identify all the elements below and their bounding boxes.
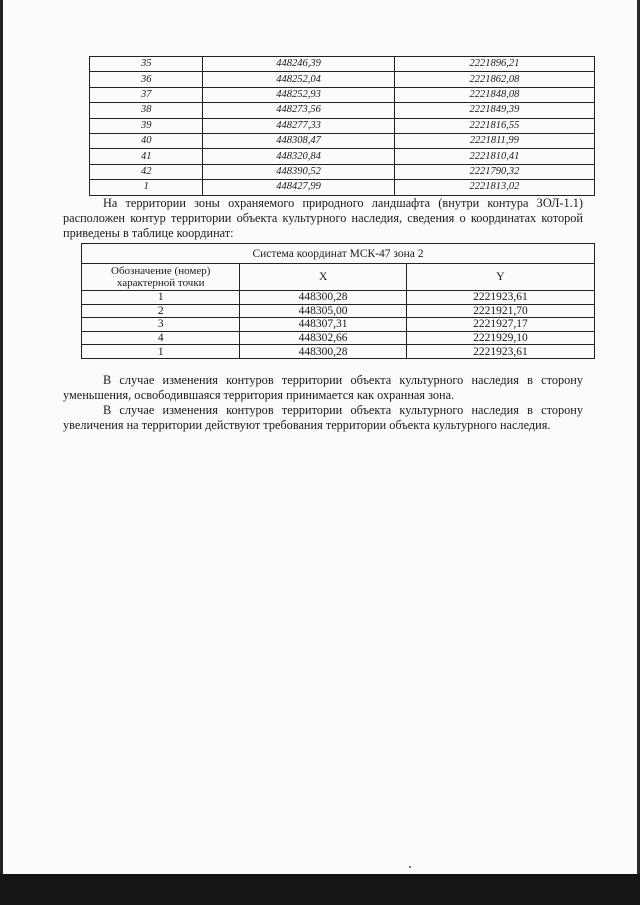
table-row bbox=[90, 87, 595, 102]
point-number: 36 bbox=[90, 72, 203, 87]
table-row bbox=[90, 57, 595, 72]
paragraph-increase: В случае изменения контуров территории объекта культурного наследия в сторону увеличения на территории действуют требования территории объекта культурного наследия. bbox=[63, 403, 583, 432]
column-header-point-label: Обозначение (номер) характерной точки bbox=[82, 264, 240, 291]
y-value: 2221813,02 bbox=[394, 180, 594, 195]
x-value: 448320,84 bbox=[203, 149, 394, 164]
point-number: 2 bbox=[82, 304, 240, 318]
y-value: 2221790,32 bbox=[394, 164, 594, 179]
table-row bbox=[82, 331, 595, 345]
y-value: 2221811,99 bbox=[394, 133, 594, 148]
coordinate-system-table bbox=[81, 243, 595, 359]
table-row bbox=[82, 345, 595, 359]
continued-coordinates-table bbox=[89, 56, 595, 196]
x-value: 448300,28 bbox=[240, 291, 406, 305]
x-value: 448273,56 bbox=[203, 103, 394, 118]
point-number: 37 bbox=[90, 87, 203, 102]
point-number: 38 bbox=[90, 103, 203, 118]
x-value: 448277,33 bbox=[203, 118, 394, 133]
point-number: 40 bbox=[90, 133, 203, 148]
x-value: 448308,47 bbox=[203, 133, 394, 148]
point-number: 4 bbox=[82, 331, 240, 345]
intro-paragraph-block bbox=[63, 196, 583, 241]
table-row bbox=[82, 291, 595, 305]
point-number: 1 bbox=[82, 291, 240, 305]
scan-speck bbox=[409, 866, 411, 868]
y-value: 2221810,41 bbox=[394, 149, 594, 164]
table-row bbox=[90, 180, 595, 195]
paragraph-decrease: В случае изменения контуров территории объекта культурного наследия в сторону уменьшения, освободившаяся территория принимается как охранная зона. bbox=[63, 373, 583, 402]
y-value: 2221849,39 bbox=[394, 103, 594, 118]
table-row bbox=[90, 133, 595, 148]
x-value: 448252,04 bbox=[203, 72, 394, 87]
table-row bbox=[90, 72, 595, 87]
point-number: 42 bbox=[90, 164, 203, 179]
y-value: 2221896,21 bbox=[394, 57, 594, 72]
y-value: 2221816,55 bbox=[394, 118, 594, 133]
y-value: 2221923,61 bbox=[406, 345, 594, 359]
column-header-y: Y bbox=[406, 264, 594, 291]
table-row bbox=[82, 304, 595, 318]
x-value: 448427,99 bbox=[203, 180, 394, 195]
table-row bbox=[82, 318, 595, 332]
y-value: 2221927,17 bbox=[406, 318, 594, 332]
x-value: 448307,31 bbox=[240, 318, 406, 332]
x-value: 448252,93 bbox=[203, 87, 394, 102]
x-value: 448302,66 bbox=[240, 331, 406, 345]
x-value: 448246,39 bbox=[203, 57, 394, 72]
y-value: 2221848,08 bbox=[394, 87, 594, 102]
point-number: 35 bbox=[90, 57, 203, 72]
table-row bbox=[90, 149, 595, 164]
y-value: 2221921,70 bbox=[406, 304, 594, 318]
x-value: 448300,28 bbox=[240, 345, 406, 359]
table-row bbox=[90, 118, 595, 133]
column-header-x: X bbox=[240, 264, 406, 291]
point-number: 1 bbox=[90, 180, 203, 195]
intro-paragraph: На территории зоны охраняемого природного ландшафта (внутри контура ЗОЛ-1.1) расположен контур территории объекта культурного наследия, сведения о координатах которой приведены в таблице координат: bbox=[63, 196, 583, 240]
y-value: 2221862,08 bbox=[394, 72, 594, 87]
table-caption: Система координат МСК-47 зона 2 bbox=[82, 244, 595, 264]
closing-paragraphs bbox=[63, 373, 583, 433]
scan-bottom-band bbox=[0, 874, 640, 905]
point-number: 3 bbox=[82, 318, 240, 332]
point-number: 41 bbox=[90, 149, 203, 164]
x-value: 448390,52 bbox=[203, 164, 394, 179]
table-row bbox=[90, 103, 595, 118]
table-row bbox=[90, 164, 595, 179]
y-value: 2221923,61 bbox=[406, 291, 594, 305]
scan-left-edge bbox=[0, 0, 3, 874]
point-number: 1 bbox=[82, 345, 240, 359]
point-number: 39 bbox=[90, 118, 203, 133]
y-value: 2221929,10 bbox=[406, 331, 594, 345]
x-value: 448305,00 bbox=[240, 304, 406, 318]
